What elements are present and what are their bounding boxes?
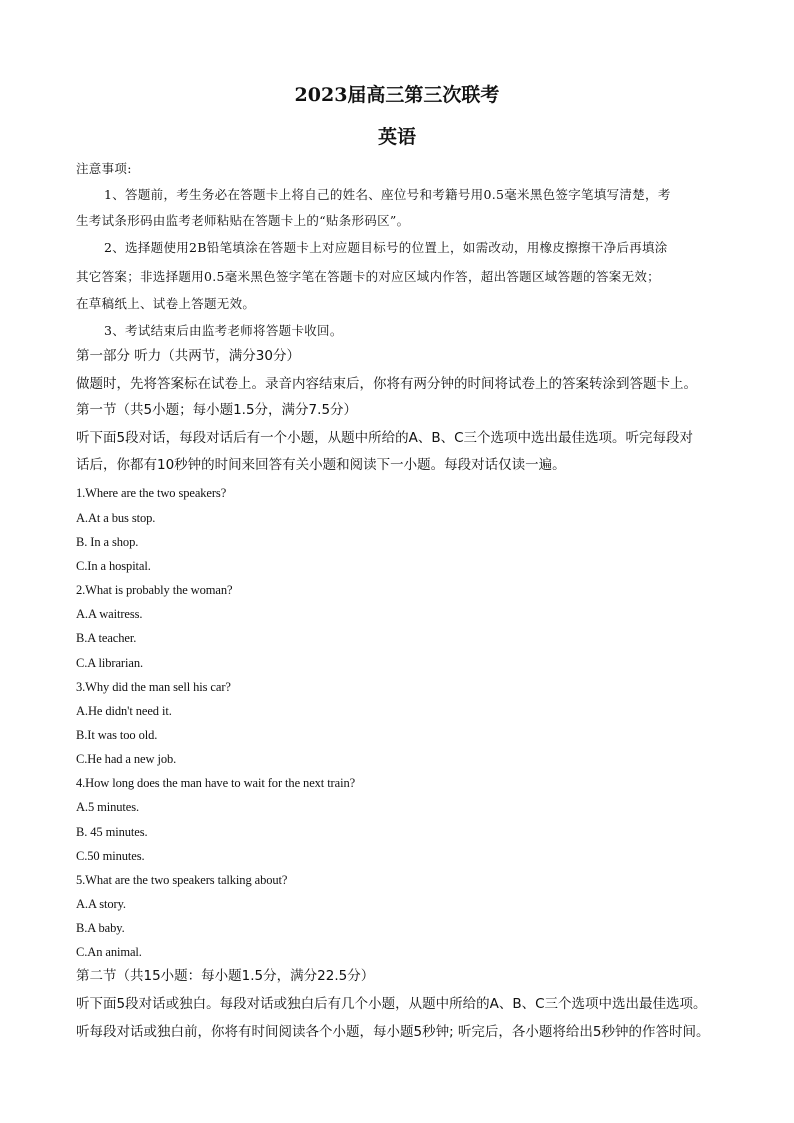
question-1-option-a: A.At a bus stop. — [76, 511, 156, 525]
section2-instruction-line-2: 听每段对话或独白前，你将有时间阅读各个小题，每小题5秒钟; 听完后，各小题将给出5秒钟的作答时间。 — [76, 1024, 710, 1040]
question-4-option-b: B. 45 minutes. — [76, 825, 148, 839]
notice-item-1-line-2: 生考试条形码由监考老师粘贴在答题卡上的“贴条形码区”。 — [76, 213, 410, 228]
section2-instruction-line-1: 听下面5段对话或独白。每段对话或独白后有几个小题，从题中所给的A、B、C三个选项中选出最佳选项。 — [76, 996, 707, 1012]
notice-item-2-line-1: 2、选择题使用2B铅笔填涂在答题卡上对应题目标号的位置上，如需改动，用橡皮擦擦干净后再填涂 — [104, 240, 668, 255]
notice-item-2-line-2: 其它答案；非选择题用0.5毫米黑色签字笔在答题卡的对应区域内作答，超出答题区域答题的答案无效； — [76, 269, 660, 284]
section1-instruction-line-2: 话后，你都有10秒钟的时间来回答有关小题和阅读下一小题。每段对话仅读一遍。 — [76, 457, 566, 473]
question-4-option-a: A.5 minutes. — [76, 800, 140, 814]
question-2-option-c: C.A librarian. — [76, 656, 143, 670]
question-5-option-b: B.A baby. — [76, 921, 125, 935]
section1-heading: 第一节（共5小题；每小题1.5分，满分7.5分） — [76, 402, 358, 418]
notice-item-1-line-1: 1、答题前，考生务必在答题卡上将自己的姓名、座位号和考籍号用0.5毫米黑色签字笔填写清楚，考 — [104, 187, 671, 202]
part1-instruction: 做题时，先将答案标在试卷上。录音内容结束后，你将有两分钟的时间将试卷上的答案转涂到答题卡上。 — [76, 376, 697, 392]
notice-heading: 注意事项: — [76, 161, 132, 176]
subject-title: 英语 — [377, 126, 416, 148]
notice-item-2-line-3: 在草稿纸上、试卷上答题无效。 — [76, 296, 256, 311]
part1-heading: 第一部分 听力（共两节，满分30分） — [76, 348, 300, 364]
notice-item-3: 3、考试结束后由监考老师将答题卡收回。 — [104, 323, 343, 338]
question-2-stem: 2.What is probably the woman? — [76, 583, 233, 597]
question-4-option-c: C.50 minutes. — [76, 849, 145, 863]
section2-heading: 第二节（共15小题：每小题1.5分，满分22.5分） — [76, 968, 375, 984]
question-1-option-b: B. In a shop. — [76, 535, 139, 549]
question-1-stem: 1.Where are the two speakers? — [76, 486, 227, 500]
question-5-option-c: C.An animal. — [76, 945, 142, 959]
question-3-option-c: C.He had a new job. — [76, 752, 177, 766]
question-3-option-b: B.It was too old. — [76, 728, 158, 742]
question-3-option-a: A.He didn't need it. — [76, 704, 172, 718]
question-1-option-c: C.In a hospital. — [76, 559, 151, 573]
question-5-option-a: A.A story. — [76, 897, 126, 911]
question-2-option-b: B.A teacher. — [76, 631, 137, 645]
question-5-stem: 5.What are the two speakers talking about? — [76, 873, 288, 887]
question-3-stem: 3.Why did the man sell his car? — [76, 680, 231, 694]
question-4-stem: 4.How long does the man have to wait for the next train? — [76, 776, 356, 790]
question-2-option-a: A.A waitress. — [76, 607, 143, 621]
section1-instruction-line-1: 听下面5段对话，每段对话后有一个小题，从题中所给的A、B、C三个选项中选出最佳选项。听完每段对 — [76, 430, 694, 446]
exam-title: 2023届高三第三次联考 — [294, 84, 500, 106]
